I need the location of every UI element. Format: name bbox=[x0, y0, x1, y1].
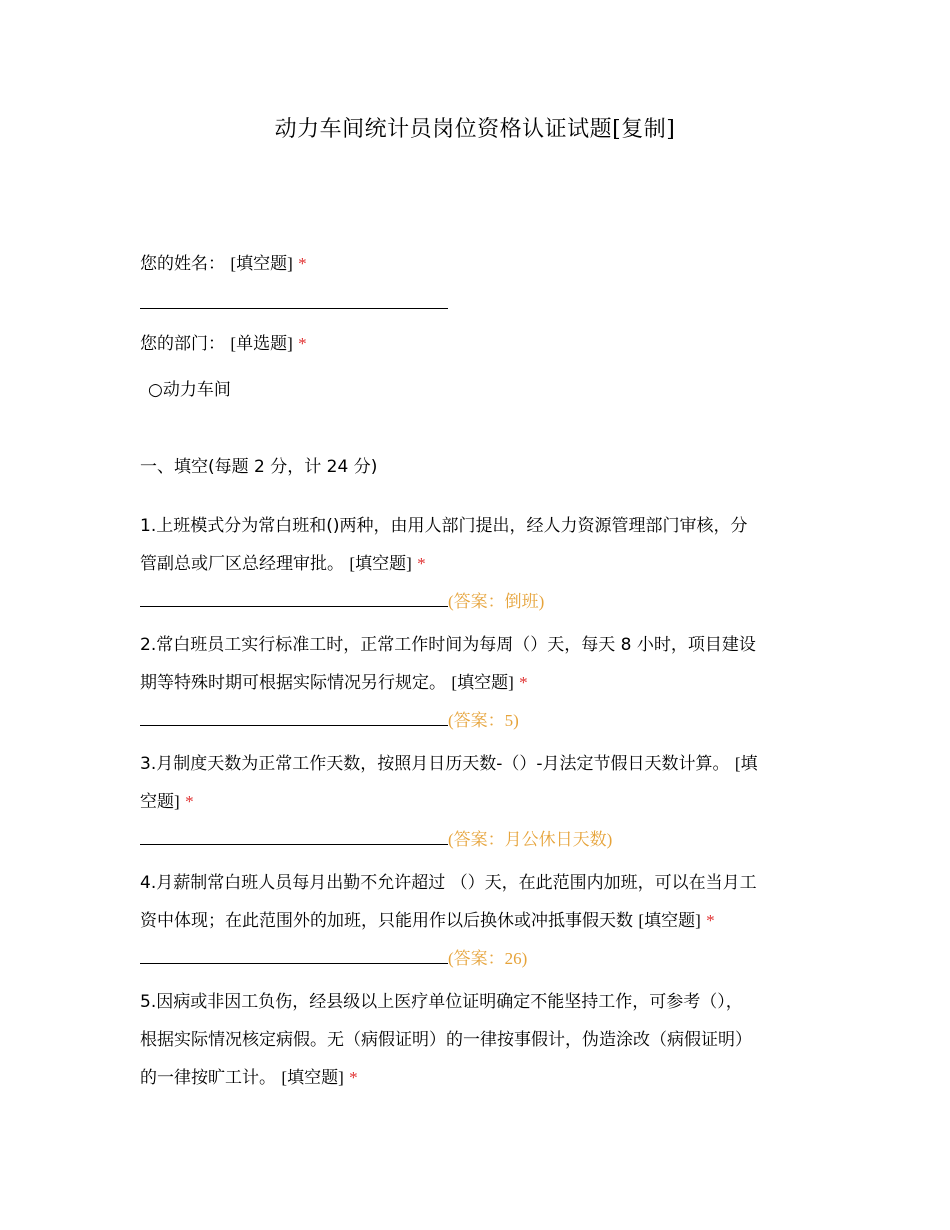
answer-input-blank[interactable] bbox=[140, 949, 448, 964]
question-text: 2.常白班员工实行标准工时，正常工作时间为每周（）天，每天 8 小时，项目建设 bbox=[140, 635, 756, 655]
question-label: 您的部门： bbox=[140, 334, 225, 354]
question-text: 4.月薪制常白班人员每月出勤不允许超过 （）天，在此范围内加班，可以在当月工 bbox=[140, 873, 757, 893]
answer-text: (答案：倒班) bbox=[448, 592, 545, 611]
question-department bbox=[140, 325, 820, 409]
radio-option-power-workshop[interactable]: ○动力车间 bbox=[148, 380, 231, 400]
required-mark: * bbox=[185, 792, 194, 811]
required-mark: * bbox=[519, 673, 528, 692]
question-text: 期等特殊时期可根据实际情况另行规定。 bbox=[140, 673, 446, 693]
question-type-part: [填 bbox=[734, 754, 758, 773]
question-1 bbox=[140, 507, 820, 621]
question-type: [填空题] bbox=[638, 911, 701, 930]
question-name bbox=[140, 245, 820, 323]
question-text: 根据实际情况核定病假。无（病假证明）的一律按事假计，伪造涂改（病假证明） bbox=[140, 1030, 752, 1050]
question-2 bbox=[140, 626, 820, 740]
answer-text: (答案：月公休日天数) bbox=[448, 830, 613, 849]
section-heading: 一、填空(每题 2 分，计 24 分) bbox=[140, 457, 378, 477]
required-mark: * bbox=[417, 554, 426, 573]
question-type: [填空题] bbox=[281, 1068, 344, 1087]
question-5 bbox=[140, 983, 820, 1097]
question-type: [单选题] bbox=[230, 334, 293, 353]
required-mark: * bbox=[298, 334, 307, 353]
question-4 bbox=[140, 864, 820, 978]
name-input-blank[interactable] bbox=[140, 294, 448, 309]
required-mark: * bbox=[706, 911, 715, 930]
question-text: 3.月制度天数为正常工作天数，按照月日历天数-（）-月法定节假日天数计算。 bbox=[140, 754, 730, 774]
required-mark: * bbox=[349, 1068, 358, 1087]
question-label: 您的姓名： bbox=[140, 254, 225, 274]
answer-text: (答案：5) bbox=[448, 711, 519, 730]
question-text: 5.因病或非因工负伤，经县级以上医疗单位证明确定不能坚持工作，可参考（）， bbox=[140, 992, 743, 1012]
answer-input-blank[interactable] bbox=[140, 711, 448, 726]
question-text: 的一律按旷工计。 bbox=[140, 1068, 276, 1088]
question-text: 资中体现；在此范围外的加班，只能用作以后换休或冲抵事假天数 bbox=[140, 911, 633, 931]
question-text: 管副总或厂区总经理审批。 bbox=[140, 554, 344, 574]
answer-input-blank[interactable] bbox=[140, 592, 448, 607]
answer-input-blank[interactable] bbox=[140, 830, 448, 845]
required-mark: * bbox=[298, 254, 307, 273]
question-type: [填空题] bbox=[230, 254, 293, 273]
question-type-part: 空题] bbox=[140, 792, 180, 811]
question-3 bbox=[140, 745, 820, 859]
answer-text: (答案：26) bbox=[448, 949, 528, 968]
question-text: 1.上班模式分为常白班和()两种，由用人部门提出，经人力资源管理部门审核，分 bbox=[140, 516, 748, 536]
question-type: [填空题] bbox=[451, 673, 514, 692]
document-title: 动力车间统计员岗位资格认证试题[复制] bbox=[274, 117, 676, 142]
question-type: [填空题] bbox=[349, 554, 412, 573]
